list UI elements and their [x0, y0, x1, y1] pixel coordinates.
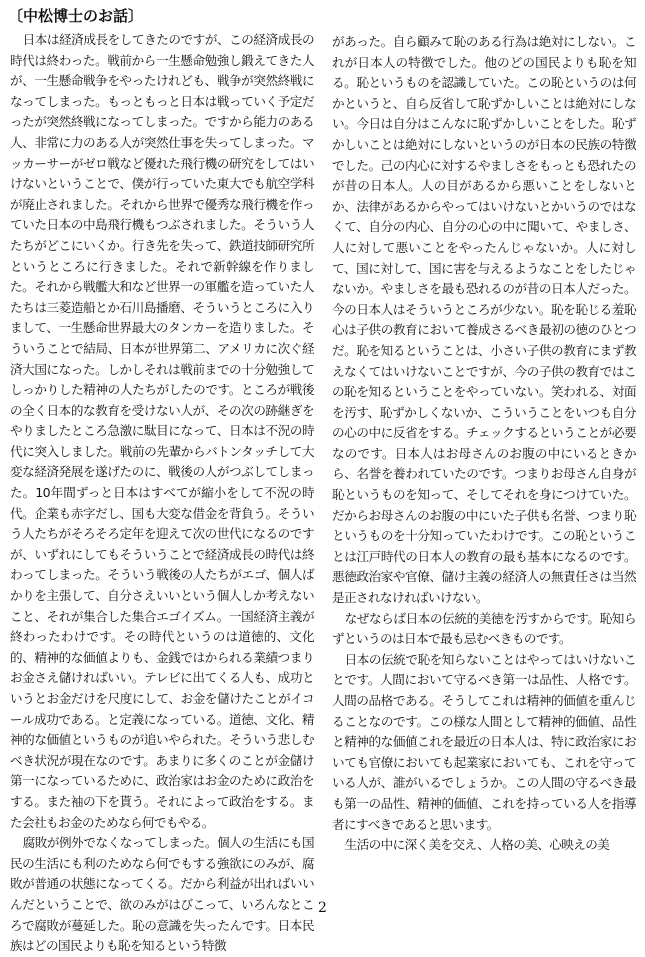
paragraph: があった。自ら顧みて恥のある行為は絶対にしない。これが日本人の特徴でした。他のどの国民よりも恥を知る。恥というものを認識していた。この恥というのは何かというと、自ら反省して恥ずかしいことは絶対にしない。今日は自分はこんなに恥ずかしいことをした。恥ずかしいことは絶対にしないというのが日本の民族の特徴でした。己の内心に対するやましさをもっとも恐れたのが昔の日本人。人の目があるから悪いことをしないとか、法律があるからやってはいけないとかいうのではなくて、自分の内心、自分の心の中に聞いて、やましさ、人に対して悪いことをやったんじゃないか。人に対して、国に対して、国に害を与えるようなことをしたじゃないか。やましさを最も恐れるのが昔の日本人だった。今の日本人はそういうところが少ない。恥を恥じる羞恥心は子供の教育において養成さるべき最初の徳のひとつだ。恥を知るということは、小さい子供の教育にまず教えなくてはいけないことですが、今の子供の教育ではこの恥を知るということをやっていない。笑われる、対面を汚す、恥ずかしくないか、こういうことをいつも自分の心の中に反省をする。チェックするということが必要なのです。日本人はお母さんのお腹の中にいるときから、名誉を養われていたのです。つまりお母さん自身が恥というものを知って、そしてそれを身につけていた。だからお母さんのお腹の中にいた子供も名誉、つまり恥というものを十分知っていたわけです。この恥ということは江戸時代の日本人の教育の最も基本になるのです。悪徳政治家や官僚、儲け主義の経済人の無責任さは当然是正されなければいけない。 — [332, 34, 636, 606]
page-title: 〔中松博士のお話〕 — [8, 7, 144, 25]
left-column — [10, 30, 314, 957]
page-number: 2 — [318, 900, 327, 916]
paragraph: 日本は経済成長をしてきたのですが、この経済成長の時代は終わった。戦前から一生懸命勉強し鍛えてきた人が、一生懸命戦争をやったけれども、戦争が突然終戦になってしまった。もっともっと日本は戦っていく予定だったが突然終戦になってしまった。ですから能力のある人、非常に力のある人が突然仕事を失ってしまった。マッカーサーがゼロ戦など優れた飛行機の研究をしてはいけないということで、僕が行っていた東大でも航空学科が廃止されました。それから世界で優秀な飛行機を作っていた日本の中島飛行機もつぶされました。そういう人たちがどこにいくか。行き先を失って、鉄道技師研究所というところに行きました。それで新幹線を作りました。それから戦艦大和など世界一の軍艦を造っていた人たちは三菱造船とか石川島播磨、そういうところに入りまして、一生懸命世界最大のタンカーを造りました。そういうことで結局、日本が世界第二、アメリカに次ぐ経済大国になった。しかしそれは戦前までの十分勉強してしっかりした精神の人たちがしたのです。ところが戦後の全く日本的な教育を受けない人が、その次の跡継ぎをやりましたところ急激に駄目になって、日本は不況の時代に突入しました。戦前の先輩からバトンタッチして大変な経済発展を遂げたのに、戦後の人がつぶしてしまった。10年間ずっと日本はすべてが縮小をして不況の時代。企業も赤字だし、国も大変な借金を背負う。そういう人たちがそろそろ定年を迎えて次の世代になるのですが、いずれにしてもそういうことで経済成長の時代は終わってしまった。そういう戦後の人たちがエゴ、個人ばかりを主張して、自分さえいいという個人しか考えないこと、それが集合した集合エゴイズム。一国経済主義が終わったわけです。その時代というのは道徳的、文化的、精神的な価値よりも、金銭ではかられる業績つまりお金さえ儲ければいい。テレビに出てくる人も、成功というとお金だけを尺度にして、お金を儲けたことがイコール成功である。と定義になっている。道徳、文化、精神的な価値というものが追いやられた。そういう悲しむべき状況が現在なのです。あまりに多くのことが金儲け第一になっているために、政治家はお金のために政治をする。また袖の下を貰う。それによって政治をする。また会社もお金のためなら何でもやる。 — [10, 32, 314, 830]
paragraph: 日本の伝統で恥を知らないことはやってはいけないことです。人間において守るべき第一は品性、人格です。人間の品格である。そうしてこれは精神的価値を重んじることなのです。この様な人間として精神的価値、品性と精神的な価値これを最近の日本人は、特に政治家においても官僚においても起業家においても、これを守っている人が、誰がいるでしょうか。この人間の守るべき最も第一の品性、精神的価値、これを持っている人を指導者にすべきであると思います。 — [332, 651, 636, 832]
paragraph: なぜならば日本の伝統的美徳を汚すからです。恥知らずというのは日本で最も忌むべきものです。 — [332, 610, 636, 647]
right-column — [332, 32, 636, 856]
paragraph: 生活の中に深く美を交え、人格の美、心映えの美 — [344, 837, 610, 853]
paragraph: 腐敗が例外でなくなってしまった。個人の生活にも国民の生活にも利のためなら何でもする強欲にのみが、腐敗が普通の状態になってくる。だから利益が出ればいいんだということで、欲のみがはびこって、いろんなところで腐敗が蔓延した。恥の意識を失ったんです。日本民族はどの国民よりも恥を知るという特徴 — [10, 835, 314, 954]
